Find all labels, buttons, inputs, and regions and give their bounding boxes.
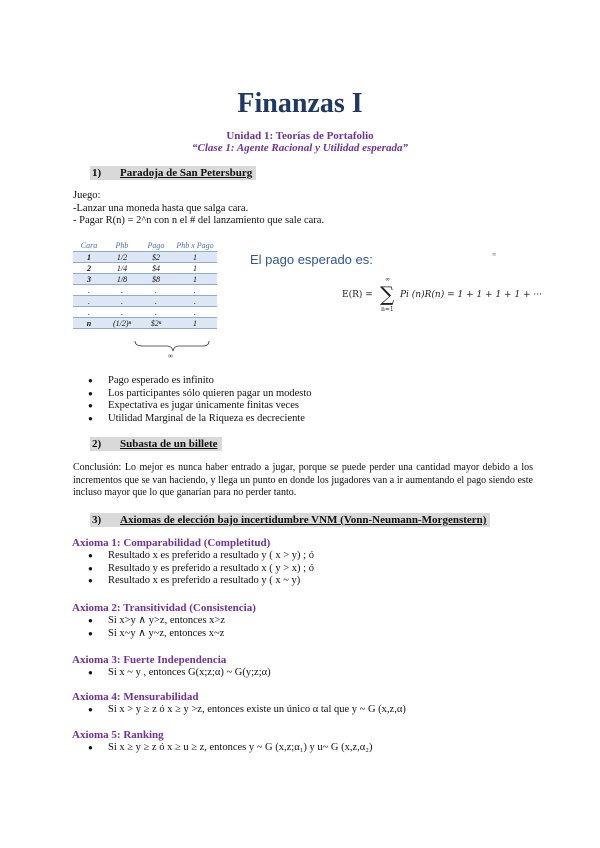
list-item: ● Expectativa es jugar únicamente finitas veces xyxy=(88,400,312,413)
table-header: Phb x Pago xyxy=(173,240,217,252)
list-item: ● Resultado y es preferido a resultado x ( y > x) ; ó xyxy=(88,563,314,576)
axiom-4-title: Axioma 4: Mensurabilidad xyxy=(72,691,199,703)
table-row xyxy=(73,318,217,329)
axiom-5-items xyxy=(88,742,372,755)
class-subtitle: “Clase 1: Agente Racional y Utilidad esperada” xyxy=(192,142,408,154)
axiom-2-items xyxy=(88,615,225,640)
list-item: ● Pago esperado es infinito xyxy=(88,375,312,388)
table-cell: $4 xyxy=(139,263,173,274)
list-item: ● Si x>y ∧ y>z, entonces x>z xyxy=(88,615,225,628)
table-cell: . xyxy=(73,285,105,296)
table-cell: . xyxy=(173,285,217,296)
section-heading-2 xyxy=(90,437,222,451)
table-cell: . xyxy=(105,285,139,296)
list-item: ● Resultado x es preferido a resultado y ( x ~ y) xyxy=(88,575,314,588)
table-cell: . xyxy=(139,307,173,318)
paradox-bullets xyxy=(88,375,312,425)
sum-upper-limit: ∞ xyxy=(385,276,390,283)
axiom-4-items xyxy=(88,704,406,717)
sum-symbol: ∑ xyxy=(380,282,395,306)
table-cell: . xyxy=(105,296,139,307)
corner-mark: ∞ xyxy=(492,252,497,258)
table-row xyxy=(73,274,217,285)
auction-conclusion: Conclusión: Lo mejor es nunca haber entrado a jugar, porque se puede perder una cantidad mayor debido a los incrementos que se van haciendo, y llega un punto en donde los jugadores van a ir aumentando el pago siendo este incluso mayor que lo que ganarían para no perder tanto. xyxy=(73,462,533,498)
table-cell: . xyxy=(139,285,173,296)
table-cell: 3 xyxy=(73,274,105,285)
table-cell: 1 xyxy=(173,263,217,274)
section-heading-1 xyxy=(90,166,256,180)
table-header: Cara xyxy=(73,240,105,252)
axiom-3-items xyxy=(88,667,271,680)
brace-label: ∞ xyxy=(168,352,173,360)
axiom-2-title: Axioma 2: Transitividad (Consistencia) xyxy=(72,602,256,614)
table-cell: 1/4 xyxy=(105,263,139,274)
table-cell: . xyxy=(139,296,173,307)
table-row xyxy=(73,285,217,296)
section-title: Subasta de un billete xyxy=(120,438,218,450)
page-title: Finanzas I xyxy=(237,88,363,119)
table-cell: . xyxy=(173,307,217,318)
section-title: Axiomas de elección bajo incertidumbre VNM (Vonn-Neumann-Morgenstern) xyxy=(120,514,487,526)
table-header: Phb xyxy=(105,240,139,252)
sum-lower-limit: n=1 xyxy=(381,306,394,313)
game-line: Juego: xyxy=(73,190,101,201)
probability-table xyxy=(73,240,217,329)
table-cell: 1 xyxy=(173,318,217,329)
table-row xyxy=(73,296,217,307)
formula-lhs: E(R) = xyxy=(342,290,373,300)
table-cell: $2 xyxy=(139,252,173,263)
section-heading-3 xyxy=(90,513,490,527)
list-item: ● Resultado x es preferido a resultado y ( x > y) ; ó xyxy=(88,550,314,563)
table-cell: 1/8 xyxy=(105,274,139,285)
game-description xyxy=(73,190,324,228)
axiom-1-items xyxy=(88,550,314,588)
table-cell: 1 xyxy=(73,252,105,263)
table-cell: . xyxy=(173,296,217,307)
section-number: 1) xyxy=(92,167,102,179)
table-cell: . xyxy=(73,296,105,307)
unit-subtitle: Unidad 1: Teorías de Portafolio xyxy=(226,130,374,142)
table-brace xyxy=(133,340,213,356)
table-cell: $8 xyxy=(139,274,173,285)
table-cell: $2ⁿ xyxy=(139,318,173,329)
game-line: - Pagar R(n) = 2^n con n el # del lanzamiento que sale cara. xyxy=(73,215,325,226)
expected-payment-label: El pago esperado es: xyxy=(250,252,373,267)
list-item: ● Si x ≥ y ≥ z ó x ≥ u ≥ z, entonces y ~ G (x,z;α₁) y u~ G (x,z,α₂) xyxy=(88,742,372,755)
probability-table-wrapper xyxy=(73,240,217,329)
table-cell: . xyxy=(73,307,105,318)
formula-rhs: Pi (n)R(n) = 1 + 1 + 1 + 1 + ··· xyxy=(400,290,543,300)
section-number: 3) xyxy=(92,514,102,526)
table-cell: n xyxy=(73,318,105,329)
table-cell: (1/2)ⁿ xyxy=(105,318,139,329)
game-line: -Lanzar una moneda hasta que salga cara. xyxy=(73,202,249,214)
axiom-5-title: Axioma 5: Ranking xyxy=(72,729,164,741)
table-cell: 1 xyxy=(173,274,217,285)
list-item: ● Los participantes sólo quieren pagar un modesto xyxy=(88,388,312,401)
axiom-1-title: Axioma 1: Comparabilidad (Completitud) xyxy=(72,537,271,549)
table-row xyxy=(73,307,217,318)
table-cell: 1/2 xyxy=(105,252,139,263)
section-number: 2) xyxy=(92,438,102,450)
list-item: ● Si x > y ≥ z ó x ≥ y >z, entonces existe un único α tal que y ~ G (x,z,α) xyxy=(88,704,406,717)
axiom-3-title: Axioma 3: Fuerte Independencia xyxy=(72,654,227,666)
list-item: ● Utilidad Marginal de la Riqueza es decreciente xyxy=(88,413,312,426)
list-item: ● Si x~y ∧ y~z, entonces x~z xyxy=(88,628,225,641)
table-row xyxy=(73,263,217,274)
list-item: ● Si x ~ y , entonces G(x;z;α) ~ G(y;z;α) xyxy=(88,667,271,680)
table-cell: . xyxy=(105,307,139,318)
table-header: Pago xyxy=(139,240,173,252)
table-cell: 2 xyxy=(73,263,105,274)
section-title: Paradoja de San Petersburg xyxy=(120,167,253,179)
table-row xyxy=(73,252,217,263)
table-cell: 1 xyxy=(173,252,217,263)
